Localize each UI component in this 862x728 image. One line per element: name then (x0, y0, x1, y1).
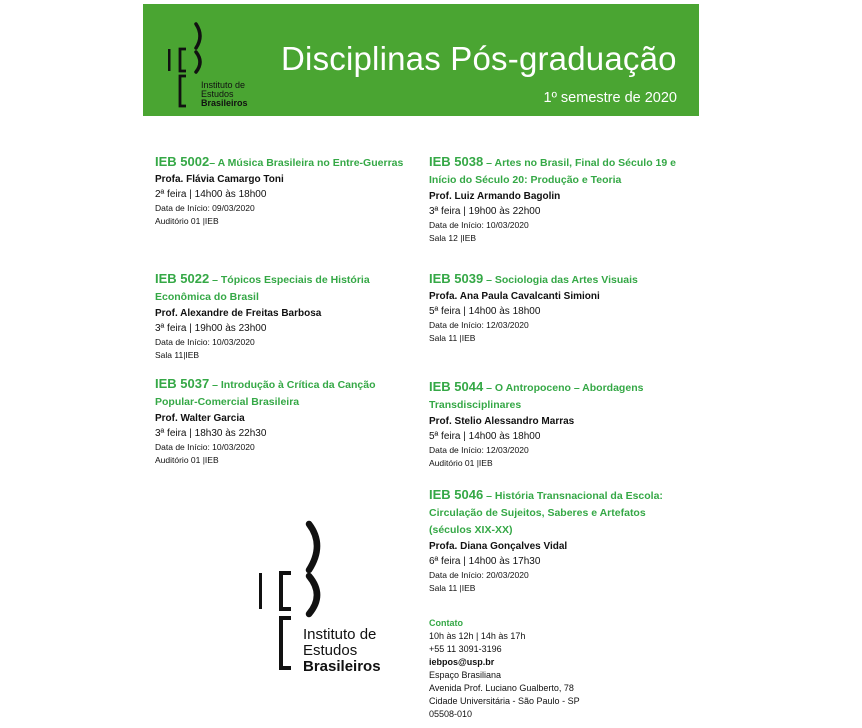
course-name: – Tópicos Especiais de História Econômica do Brasil (155, 274, 370, 303)
course-code: IEB 5037 (155, 376, 210, 391)
ieb-logo (166, 14, 256, 114)
course-card (155, 153, 405, 228)
logo-text-2: Estudos (201, 89, 234, 99)
course-room: Sala 12 |IEB (429, 233, 477, 243)
contact-address-2: Avenida Prof. Luciano Gualberto, 78 (429, 683, 574, 693)
course-start-date: Data de Início: 12/03/2020 (429, 320, 529, 330)
course-room: Sala 11|IEB (155, 350, 200, 360)
contact-zip: 05508-010 (429, 709, 473, 719)
course-card (155, 270, 405, 362)
course-schedule: 6ª feira | 14h00 às 17h30 (429, 556, 541, 567)
course-schedule: 3ª feira | 19h00 às 22h00 (429, 206, 541, 217)
contact-phone: +55 11 3091-3196 (429, 644, 502, 654)
course-title (429, 378, 679, 414)
course-schedule: 2ª feira | 14h00 às 18h00 (155, 189, 267, 200)
course-card (429, 486, 669, 595)
course-schedule: 3ª feira | 19h00 às 23h00 (155, 323, 267, 334)
course-title (429, 270, 679, 289)
course-professor: Profa. Diana Gonçalves Vidal (429, 541, 568, 552)
course-code: IEB 5039 (429, 271, 484, 286)
course-start-date: Data de Início: 12/03/2020 (429, 445, 529, 455)
footer-logo-text-3: Brasileiros (303, 658, 381, 675)
header-banner (143, 4, 699, 116)
course-title (155, 153, 405, 172)
course-title (155, 270, 405, 306)
course-card (155, 375, 405, 467)
course-schedule: 3ª feira | 18h30 às 22h30 (155, 428, 267, 439)
course-name: – Introdução à Crítica da Canção Popular-Comercial Brasileira (155, 379, 376, 408)
course-professor: Profa. Ana Paula Cavalcanti Simioni (429, 291, 600, 302)
course-code: IEB 5038 (429, 154, 484, 169)
footer-logo-text-2: Estudos (303, 642, 358, 659)
course-name: – O Antropoceno – Abordagens Transdisciplinares (429, 382, 644, 411)
course-professor: Prof. Walter Garcia (155, 413, 245, 424)
course-start-date: Data de Início: 09/03/2020 (155, 203, 255, 213)
course-professor: Prof. Alexandre de Freitas Barbosa (155, 308, 322, 319)
course-code: IEB 5046 (429, 487, 484, 502)
course-room: Auditório 01 |IEB (155, 216, 219, 226)
course-start-date: Data de Início: 10/03/2020 (155, 337, 255, 347)
course-professor: Prof. Luiz Armando Bagolin (429, 191, 561, 202)
course-schedule: 5ª feira | 14h00 às 18h00 (429, 306, 541, 317)
course-title (429, 153, 679, 189)
contact-address-1: Espaço Brasiliana (429, 670, 502, 680)
course-code: IEB 5044 (429, 379, 484, 394)
ieb-footer-logo (253, 520, 403, 680)
course-card (429, 270, 679, 345)
course-start-date: Data de Início: 10/03/2020 (429, 220, 529, 230)
course-room: Sala 11 |IEB (429, 583, 476, 593)
course-professor: Prof. Stelio Alessandro Marras (429, 416, 575, 427)
course-code: IEB 5022 (155, 271, 210, 286)
course-title (429, 486, 669, 539)
contact-hours: 10h às 12h | 14h às 17h (429, 631, 526, 641)
course-room: Sala 11 |IEB (429, 333, 476, 343)
logo-text-1: Instituto de (201, 80, 246, 90)
course-name: – História Transnacional da Escola: Circulação de Sujeitos, Saberes e Artefatos (séculos XIX-XX) (429, 490, 663, 536)
course-name: – A Música Brasileira no Entre-Guerras (209, 157, 404, 169)
logo-text-3: Brasileiros (201, 98, 248, 108)
contact-block (429, 617, 580, 721)
contact-email[interactable]: iebpos@usp.br (429, 657, 495, 667)
course-professor: Profa. Flávia Camargo Toni (155, 174, 284, 185)
course-start-date: Data de Início: 10/03/2020 (155, 442, 255, 452)
course-room: Auditório 01 |IEB (429, 458, 493, 468)
course-start-date: Data de Início: 20/03/2020 (429, 570, 529, 580)
contact-address-3: Cidade Universitária - São Paulo - SP (429, 696, 580, 706)
contact-heading: Contato (429, 618, 463, 628)
course-title (155, 375, 405, 411)
course-code: IEB 5002 (155, 154, 210, 169)
course-schedule: 5ª feira | 14h00 às 18h00 (429, 431, 541, 442)
course-room: Auditório 01 |IEB (155, 455, 219, 465)
page-subtitle: 1º semestre de 2020 (543, 90, 677, 106)
course-name: – Sociologia das Artes Visuais (483, 274, 638, 286)
course-name: – Artes no Brasil, Final do Século 19 e Início do Século 20: Produção e Teoria (429, 157, 676, 186)
course-card (429, 378, 679, 470)
footer-logo-text-1: Instituto de (303, 626, 377, 643)
page-title: Disciplinas Pós-graduação (281, 40, 677, 77)
course-card (429, 153, 679, 245)
